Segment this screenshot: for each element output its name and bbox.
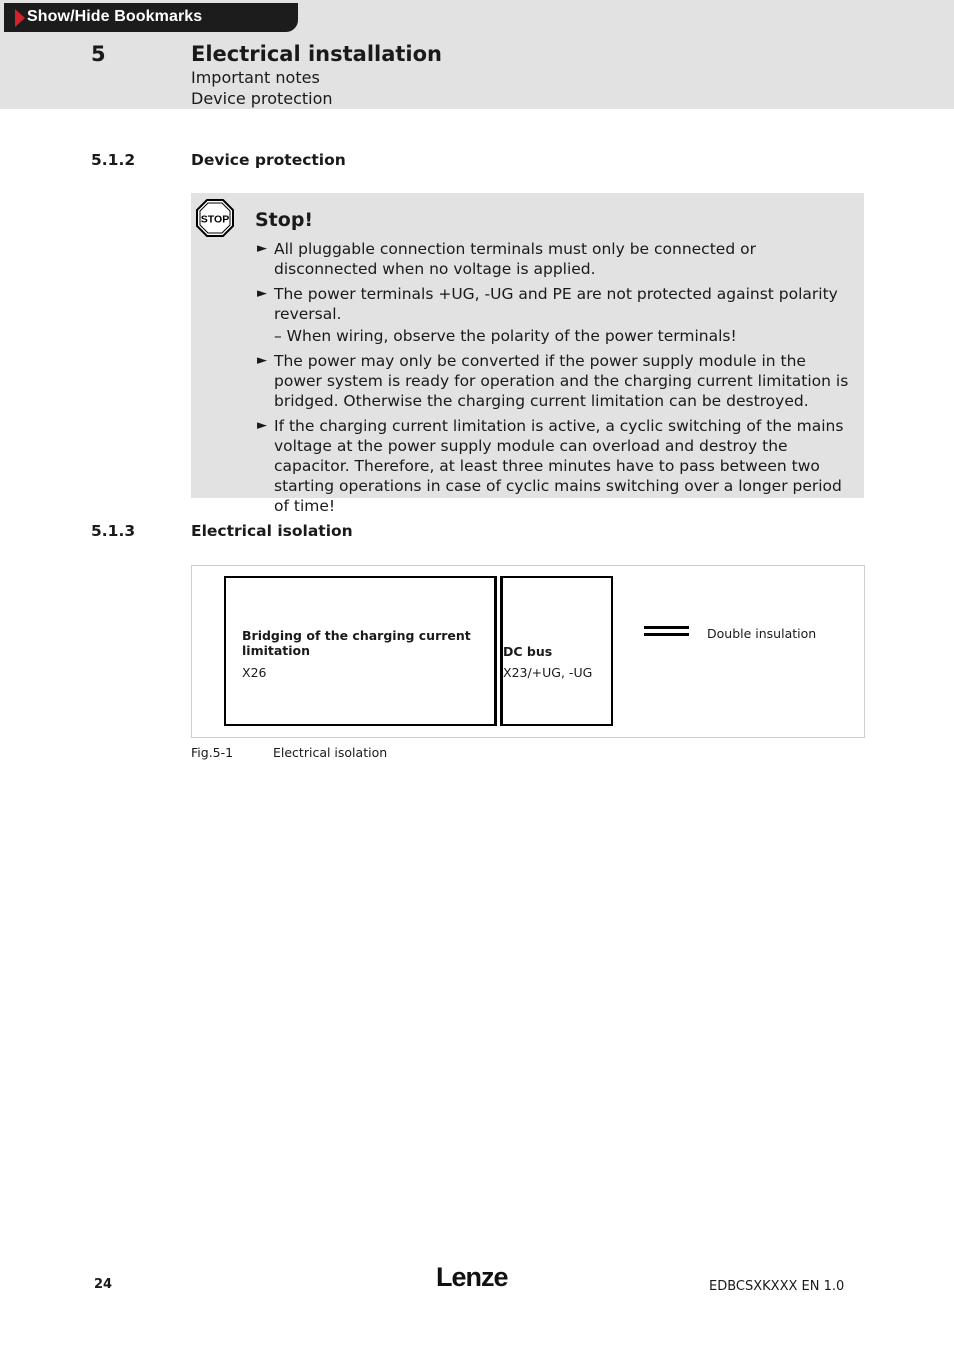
figure-caption: Electrical isolation (273, 745, 388, 760)
figure-number: Fig.5-1 (191, 745, 234, 760)
section-title: Device protection (191, 151, 346, 169)
section-number: 5.1.2 (91, 151, 136, 169)
bullet-icon: ► (257, 241, 267, 256)
stop-list (257, 239, 857, 521)
section-number: 5.1.3 (91, 522, 136, 540)
list-item-text: If the charging current limitation is active, a cyclic switching of the mains voltage at the power supply module can overload and destroy the capacitor. Therefore, at least three minutes have to pass between two starting operations in case of cyclic mains switching over a longer period of time! (274, 417, 844, 515)
stop-sign-icon (196, 199, 234, 237)
list-item (257, 284, 857, 346)
svg-text:STOP: STOP (200, 213, 230, 226)
lenze-logo: Lenze (436, 1262, 508, 1292)
list-subitem-text: – When wiring, observe the polarity of the power terminals! (274, 327, 737, 345)
list-item-text: All pluggable connection terminals must only be connected or disconnected when no voltage is applied. (274, 240, 756, 278)
list-item-text: The power may only be converted if the power supply module in the power system is ready for operation and the charging current limitation is bridged. Otherwise the charging current limitation can be destroyed. (274, 352, 849, 410)
stop-warning-box (191, 193, 864, 515)
document-code: EDBCSXKXXX EN 1.0 (709, 1279, 845, 1294)
header-band (0, 0, 954, 109)
figure-electrical-isolation (191, 565, 865, 738)
breadcrumb-item: Device protection (191, 89, 333, 108)
bullet-icon: ► (257, 286, 267, 301)
stop-title: Stop! (255, 209, 314, 231)
block-title: DC bus (503, 644, 553, 659)
block-title: Bridging of the charging current limitation (242, 628, 471, 658)
bullet-icon: ► (257, 418, 267, 433)
legend-label: Double insulation (707, 626, 817, 641)
bullet-icon: ► (257, 353, 267, 368)
list-item-text: The power terminals +UG, -UG and PE are not protected against polarity reversal. (274, 285, 838, 323)
dc-bus-block (500, 576, 613, 726)
charging-bridge-block (224, 576, 496, 726)
page-number: 24 (94, 1277, 113, 1292)
triangle-right-icon (15, 9, 25, 27)
double-insulation-legend-icon (644, 626, 689, 636)
show-hide-bookmarks-button[interactable] (4, 3, 298, 32)
list-item (257, 416, 857, 516)
list-item (257, 351, 857, 411)
bookmarks-label: Show/Hide Bookmarks (27, 8, 203, 25)
block-subtitle: X26 (242, 665, 267, 680)
breadcrumb-item: Important notes (191, 68, 320, 87)
chapter-number: 5 (91, 42, 106, 66)
chapter-title: Electrical installation (191, 42, 442, 66)
block-subtitle: X23/+UG, -UG (503, 665, 593, 680)
list-item (257, 239, 857, 279)
section-title: Electrical isolation (191, 522, 353, 540)
